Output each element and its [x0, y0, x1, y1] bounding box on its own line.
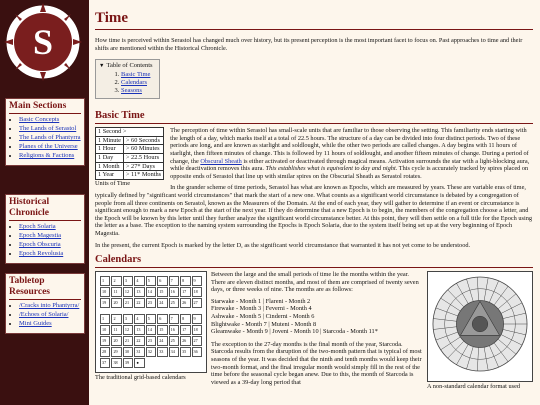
months-line: Ashwake - Month 5 | Cinderni - Month 6 — [211, 313, 315, 321]
calendar-day-cell — [180, 358, 190, 368]
units-cell: > 60 Minutes — [123, 145, 163, 154]
units-cell: 1 Minute — [96, 136, 124, 145]
units-row — [96, 128, 164, 137]
calendar-day-cell: 14 — [146, 287, 156, 297]
sidebar-link-epoch-revolusia[interactable]: Epoch Revolusia — [19, 250, 64, 257]
toc-link-basic-time[interactable]: Basic Time — [121, 71, 151, 79]
calendar-day-cell: 15 — [157, 287, 167, 297]
sidebar-link-basic-concepts[interactable]: Basic Concepts — [19, 116, 60, 123]
calendar-day-cell: 27 — [192, 336, 203, 346]
calendar-day-cell: 18 — [192, 325, 203, 335]
calendar-day-cell: 13 — [134, 287, 144, 297]
calendar-day-cell: 25 — [169, 298, 179, 308]
calendar-day-cell: 28 — [100, 347, 110, 357]
calendar-day-cell: 30 — [123, 347, 133, 357]
basic-time-paragraph-3: In the present, the current Epoch is marked by the letter D, as the significant world circumstance that warranted it has not yet come to be understood. — [95, 241, 471, 249]
units-cell: > 11* Months — [123, 171, 163, 180]
calendar-day-cell: 18 — [192, 287, 203, 297]
sidebar-link-epoch-solaria[interactable]: Epoch Solaria — [19, 223, 56, 230]
emphasis-text: This establishes what is equivalent to day and night. — [265, 165, 398, 173]
calendar-day-cell: 1 — [100, 314, 110, 324]
units-cell: 1 Second > — [96, 128, 164, 137]
sidebar-link-epoch-obscuria[interactable]: Epoch Obscuria — [19, 241, 61, 248]
sidebar-link-echoes-of-solaria[interactable]: /Echoes of Solaria/ — [19, 311, 69, 318]
units-cell: 1 Hour — [96, 145, 124, 154]
table-of-contents — [95, 59, 160, 99]
calendar-day-cell: 24 — [157, 298, 167, 308]
sidebar-heading: Main Sections — [9, 101, 81, 114]
calendar-day-cell: 22 — [134, 298, 144, 308]
calendar-day-cell: 24 — [157, 336, 167, 346]
sidebar-link-mini-guides[interactable]: Mini Guides — [19, 320, 52, 327]
wheel-calendar-caption: A non-standard calendar format used — [427, 383, 521, 391]
sidebar-link-epoch-magestia[interactable]: Epoch Magestia — [19, 232, 62, 239]
units-cell: > 60 Seconds — [123, 136, 163, 145]
units-row — [96, 162, 164, 171]
calendar-day-cell: 14 — [146, 325, 156, 335]
sidebar-link-lands-of-serastol[interactable]: The Lands of Serastol — [19, 125, 77, 132]
calendar-day-cell: 3 — [123, 276, 133, 286]
wheel-center — [472, 316, 488, 332]
svg-text:S: S — [32, 22, 54, 62]
units-row — [96, 145, 164, 154]
wheel-calendar-graphic — [431, 275, 529, 373]
sidebar-heading: Historical Chronicle — [9, 197, 81, 221]
calendar-day-cell: 21 — [123, 336, 133, 346]
calendar-day-cell: 17 — [180, 325, 190, 335]
toc-link-seasons[interactable]: Seasons — [121, 87, 142, 95]
calendar-day-cell: 15 — [157, 325, 167, 335]
sidebar-tabletop-resources — [5, 273, 85, 334]
calendar-day-cell: 5 — [146, 276, 156, 286]
sidebar-link-planes-of-universe[interactable]: Planes of the Universe — [19, 143, 78, 150]
intro-paragraph: How time is perceived within Serastol has changed much over history, but its present perception is the most important facet to focus on. Past approaches to time and their shifts are mentioned within the Historical Chronicle. — [95, 37, 523, 52]
site-logo[interactable] — [3, 2, 83, 82]
calendar-day-cell: 27 — [192, 298, 203, 308]
calendar-day-cell: 8 — [180, 314, 190, 324]
calendar-day-cell: 9 — [192, 276, 203, 286]
sidebar-historical-chronicle — [5, 194, 85, 264]
calendar-day-cell: 5 — [146, 314, 156, 324]
units-row — [96, 171, 164, 180]
calendar-day-cell: 1 — [100, 276, 110, 286]
calendar-day-cell: 4 — [134, 276, 144, 286]
calendar-day-cell: 23 — [146, 298, 156, 308]
calendar-day-cell — [146, 358, 156, 368]
calendar-marker-cell: ● — [134, 358, 144, 368]
calendar-day-cell — [169, 358, 179, 368]
sidebar-link-lands-of-phantyrra[interactable]: The Lands of Phantyrra — [19, 134, 81, 141]
text-span: This cycle is accurately tracked by spires placed on opposite ends of Serastol that line up with similar spires on the Obscurial Sheath as Serastol rotates. — [170, 165, 529, 180]
calendar-day-cell: 11 — [111, 287, 121, 297]
units-cell: 1 Month — [96, 162, 124, 171]
calendar-day-cell: 23 — [146, 336, 156, 346]
units-table — [95, 127, 164, 180]
calendar-day-cell — [192, 358, 203, 368]
calendar-day-cell: 25 — [169, 336, 179, 346]
units-row — [96, 136, 164, 145]
units-row — [96, 153, 164, 162]
toc-toggle[interactable] — [99, 62, 153, 70]
toc-link-calendars[interactable]: Calendars — [121, 79, 147, 87]
grid-calendar-figure — [95, 271, 207, 382]
main-content — [89, 0, 540, 405]
calendar-day-cell: 2 — [111, 276, 121, 286]
calendar-day-cell: 20 — [111, 336, 121, 346]
months-line: Firewake - Month 3 | Feverni - Month 4 — [211, 305, 312, 313]
calendar-day-cell: 12 — [123, 325, 133, 335]
calendar-day-cell: 13 — [134, 325, 144, 335]
months-line: Starwake - Month 1 | Flareni - Month 2 — [211, 297, 311, 305]
calendar-day-cell: 32 — [146, 347, 156, 357]
calendar-day-cell: 31 — [134, 347, 144, 357]
toc-title: Table of Contents — [106, 62, 153, 70]
calendar-day-cell: 33 — [157, 347, 167, 357]
calendar-day-cell: 6 — [157, 314, 167, 324]
calendar-day-cell: 16 — [169, 287, 179, 297]
calendar-day-cell: 10 — [100, 325, 110, 335]
calendar-day-cell: 12 — [123, 287, 133, 297]
link-obscural-sheath[interactable]: Obscural Sheath — [200, 157, 242, 165]
calendar-day-cell: 20 — [111, 298, 121, 308]
calendar-day-cell: 26 — [180, 298, 190, 308]
calendar-day-cell: 36 — [192, 347, 203, 357]
calendar-day-cell: 22 — [134, 336, 144, 346]
sidebar-heading: Tabletop Resources — [9, 276, 81, 300]
calendar-day-cell: 10 — [100, 287, 110, 297]
calendar-day-cell: 39 — [123, 358, 133, 368]
calendar-day-cell: 7 — [169, 314, 179, 324]
calendar-day-cell: 2 — [111, 314, 121, 324]
calendar-day-cell: 7 — [169, 276, 179, 286]
units-cell: > 22.5 Hours — [123, 153, 163, 162]
calendars-paragraph-end: The exception to the 27-day months is the final month of the year, Starcoda. Starcoda results from the disruption of the two-month pattern that is typical of most seasons of the year. It was decided that the ninth and tenth months would keep their two-month format, and the final irregular month would simply fill in the rest of the time before the seasonal cycle began anew. Due to this, the month of Starcoda is viewed as a 39-day long period that — [211, 340, 422, 386]
grid-calendar — [95, 271, 207, 373]
months-line: Gleamwake - Month 9 | Joveni - Month 10 | Starcoda - Month 11* — [211, 328, 378, 336]
calendar-day-cell: 6 — [157, 276, 167, 286]
calendar-day-cell: 3 — [123, 314, 133, 324]
triangle-down-icon: ▼ — [99, 63, 105, 70]
text-span: is either activated or deactivated through magical means. Activation surrounds the star with a light-blocking aura, while deactivation removes this aura. — [170, 157, 530, 173]
calendar-day-cell: 35 — [180, 347, 190, 357]
basic-time-paragraph-2: In the grander scheme of time periods, Serastol has what are known as Epochs, which are measured by years. These are variable eras of time, typically defined by "significant world circumstances" that mark the start of a new one. What counts as a significant world circumstance is debated by a congregation of people from all three continents on Serastol, known as the Measurers of the Domain. At the end of each year, they will gather to determine if an event or circumstance is significant enough to mark a new Epoch at the start of the next year. If they do determine that a new Epoch is to begin, the members of the congregation choose a letter, and the Epoch will be known by this letter until they further analyze the significant world circumstance better. At this point, they will then settle on a full title for the Epoch using the letter as a base. The exception to the naming system surrounding the Epochs is Epoch Solaria, due to the system itself being set up at the very beginning of Epoch Magestia. — [95, 184, 533, 237]
calendar-day-cell: 11 — [111, 325, 121, 335]
units-cell: > 27* Days — [123, 162, 163, 171]
section-heading-calendars: Calendars — [95, 253, 533, 268]
units-cell: 1 Day — [96, 153, 124, 162]
calendar-day-cell — [157, 358, 167, 368]
calendar-day-cell: 38 — [111, 358, 121, 368]
units-of-time-figure — [95, 127, 164, 187]
sidebar — [0, 0, 86, 405]
sidebar-link-religions-factions[interactable]: Religions & Factions — [19, 152, 75, 159]
units-cell: 1 Year — [96, 171, 124, 180]
section-heading-basic-time: Basic Time — [95, 109, 533, 124]
months-line: Blightwake - Month 7 | Muteni - Month 8 — [211, 320, 317, 328]
calendar-day-cell: 26 — [180, 336, 190, 346]
calendar-day-cell: 37 — [100, 358, 110, 368]
text-span: The perception of time within Serastol has small-scale units that are familiar to those observing the setting. This familiarity ends starting with the length of a day, which marks itself at a total of 22.5 hours. The structure of a day can be divided into four distinct periods. Two of these periods are long, and are known as starlight and soldlought, while the other two periods are called changes. A day begins with 11 hours of starlight, then fifteen minutes of change. This is followed by 11 hours of soldlought, and another fifteen minutes of change. During a period of change, the — [170, 127, 529, 165]
calendar-day-cell: 19 — [100, 336, 110, 346]
calendar-day-cell: 4 — [134, 314, 144, 324]
grid-calendar-caption: The traditional grid-based calendars — [95, 374, 186, 382]
calendar-day-cell: 9 — [192, 314, 203, 324]
sidebar-link-cracks-into-phantyrra[interactable]: /Cracks into Phantyrra/ — [19, 302, 80, 309]
wheel-calendar-figure — [427, 271, 533, 391]
calendars-intro: Between the large and the small periods of time lie the months within the year. There are eleven distinct months, and most of them are comprised of twenty seven days, or three weeks of nine. The months are as follows: — [211, 271, 419, 294]
calendar-day-cell: 16 — [169, 325, 179, 335]
sidebar-main-sections — [5, 98, 85, 166]
calendar-day-cell: 29 — [111, 347, 121, 357]
calendar-day-cell: 8 — [180, 276, 190, 286]
units-caption: Units of Time — [95, 179, 130, 187]
page-title: Time — [95, 9, 533, 30]
calendar-day-cell: 34 — [169, 347, 179, 357]
wheel-calendar — [427, 271, 533, 382]
calendar-day-cell: 19 — [100, 298, 110, 308]
calendar-day-cell: 21 — [123, 298, 133, 308]
calendar-day-cell: 17 — [180, 287, 190, 297]
